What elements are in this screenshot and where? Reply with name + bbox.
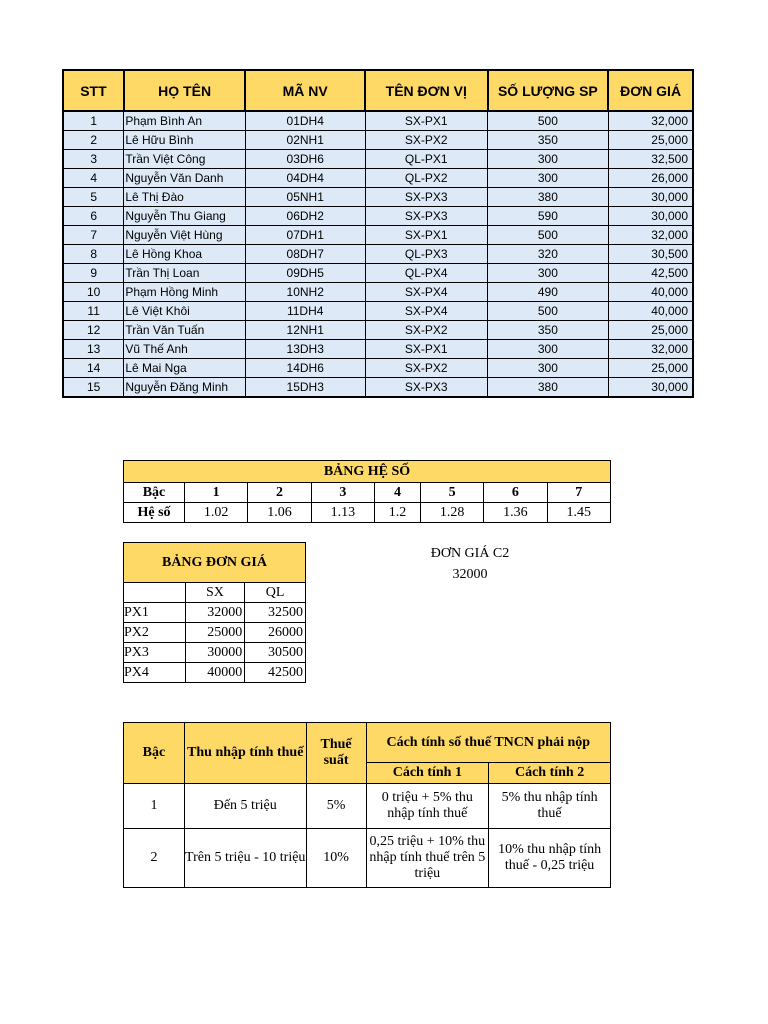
cell-stt: 8 [63,245,124,264]
header-ten-don-vi: TÊN ĐƠN VỊ [365,70,488,111]
price-row-label: PX3 [124,643,186,663]
price-row [124,603,306,623]
table-row [63,150,693,169]
price-header-ql: QL [245,583,306,603]
header-ma-nv: MÃ NV [245,70,365,111]
cell-stt: 11 [63,302,124,321]
cell-don-gia: 40,000 [608,283,693,302]
cell-so-luong-sp: 500 [488,111,609,131]
price-row [124,643,306,663]
cell-don-gia: 25,000 [608,321,693,340]
tax-cell: Đến 5 triệu [184,784,306,829]
cell-ma-nv: 11DH4 [245,302,365,321]
coefficient-table-title: BẢNG HỆ SỐ [124,461,611,483]
cell-ten-don-vi: SX-PX1 [365,111,488,131]
price-ql: 32500 [245,603,306,623]
cell-stt: 10 [63,283,124,302]
cell-don-gia: 30,000 [608,188,693,207]
price-sx: 40000 [185,663,245,683]
level-cell: 6 [484,483,547,503]
price-sx: 25000 [185,623,245,643]
table-row [63,188,693,207]
cell-ho-ten: Lê Mai Nga [124,359,246,378]
price-header-sx: SX [185,583,245,603]
cell-ho-ten: Nguyễn Thu Giang [124,207,246,226]
cell-don-gia: 42,500 [608,264,693,283]
price-row-label: PX1 [124,603,186,623]
cell-ho-ten: Nguyễn Văn Danh [124,169,246,188]
price-ql: 26000 [245,623,306,643]
header-ho-ten: HỌ TÊN [124,70,246,111]
level-cell: 5 [420,483,483,503]
table-row [63,302,693,321]
cell-stt: 12 [63,321,124,340]
coefficient-cell: 1.36 [484,503,547,523]
cell-so-luong-sp: 300 [488,264,609,283]
price-table-header-row [124,583,306,603]
level-cell: 3 [311,483,374,503]
coefficient-label: Hệ số [124,503,185,523]
coefficient-cell: 1.28 [420,503,483,523]
price-row [124,623,306,643]
cell-ten-don-vi: QL-PX3 [365,245,488,264]
price-row [124,663,306,683]
cell-ma-nv: 05NH1 [245,188,365,207]
tax-cell: 10% [306,829,366,888]
cell-don-gia: 25,000 [608,131,693,150]
cell-stt: 13 [63,340,124,359]
cell-ho-ten: Phạm Bình An [124,111,246,131]
cell-don-gia: 40,000 [608,302,693,321]
table-row [63,283,693,302]
table-row [63,378,693,398]
cell-ten-don-vi: SX-PX2 [365,359,488,378]
level-cell: 4 [374,483,420,503]
cell-ten-don-vi: SX-PX4 [365,302,488,321]
price-sx: 30000 [185,643,245,663]
table-row [63,226,693,245]
cell-ho-ten: Vũ Thế Anh [124,340,246,359]
coefficient-cell: 1.06 [248,503,311,523]
cell-ma-nv: 08DH7 [245,245,365,264]
price-ql: 42500 [245,663,306,683]
table-row [63,169,693,188]
tax-header-method-1: Cách tính 1 [366,763,489,784]
cell-so-luong-sp: 320 [488,245,609,264]
level-cell: 7 [547,483,610,503]
tax-cell: 1 [124,784,185,829]
cell-so-luong-sp: 380 [488,378,609,398]
price-ql: 30500 [245,643,306,663]
cell-ma-nv: 13DH3 [245,340,365,359]
unit-price-c2-value: 32000 [452,567,488,582]
cell-ma-nv: 01DH4 [245,111,365,131]
cell-ten-don-vi: SX-PX1 [365,226,488,245]
cell-ten-don-vi: SX-PX4 [365,283,488,302]
price-table-title: BẢNG ĐƠN GIÁ [124,543,306,583]
tax-header-income: Thu nhập tính thuế [184,723,306,784]
price-row-label: PX2 [124,623,186,643]
tax-cell: 2 [124,829,185,888]
cell-ten-don-vi: SX-PX3 [365,378,488,398]
cell-so-luong-sp: 380 [488,188,609,207]
cell-stt: 3 [63,150,124,169]
employee-table-header [63,70,693,111]
table-row [63,207,693,226]
cell-ho-ten: Lê Hữu Bình [124,131,246,150]
cell-stt: 6 [63,207,124,226]
cell-stt: 9 [63,264,124,283]
table-row [63,321,693,340]
cell-ten-don-vi: SX-PX3 [365,207,488,226]
cell-ten-don-vi: SX-PX2 [365,131,488,150]
cell-ho-ten: Phạm Hồng Minh [124,283,246,302]
cell-ten-don-vi: SX-PX2 [365,321,488,340]
cell-ho-ten: Nguyễn Việt Hùng [124,226,246,245]
tax-header-method-2: Cách tính 2 [489,763,611,784]
header-stt: STT [63,70,124,111]
cell-stt: 7 [63,226,124,245]
cell-stt: 14 [63,359,124,378]
tax-cell: 10% thu nhập tính thuế - 0,25 triệu [489,829,611,888]
cell-ma-nv: 15DH3 [245,378,365,398]
cell-so-luong-sp: 490 [488,283,609,302]
coefficient-table [123,460,611,523]
cell-don-gia: 32,000 [608,226,693,245]
cell-ten-don-vi: QL-PX4 [365,264,488,283]
cell-ma-nv: 03DH6 [245,150,365,169]
cell-stt: 5 [63,188,124,207]
cell-don-gia: 30,000 [608,207,693,226]
cell-ma-nv: 14DH6 [245,359,365,378]
cell-ten-don-vi: QL-PX1 [365,150,488,169]
cell-ma-nv: 12NH1 [245,321,365,340]
cell-ma-nv: 10NH2 [245,283,365,302]
coefficient-cell: 1.2 [374,503,420,523]
tax-header-method: Cách tính số thuế TNCN phải nộp [366,723,611,763]
cell-ten-don-vi: SX-PX1 [365,340,488,359]
cell-stt: 15 [63,378,124,398]
cell-don-gia: 25,000 [608,359,693,378]
table-row [63,131,693,150]
price-table-corner [124,583,186,603]
cell-so-luong-sp: 300 [488,169,609,188]
cell-so-luong-sp: 350 [488,131,609,150]
cell-so-luong-sp: 500 [488,302,609,321]
cell-ma-nv: 09DH5 [245,264,365,283]
cell-ma-nv: 04DH4 [245,169,365,188]
tax-table [123,722,611,888]
coefficient-level-row [124,483,611,503]
cell-so-luong-sp: 350 [488,321,609,340]
level-label: Bậc [124,483,185,503]
tax-cell: Trên 5 triệu - 10 triệu [184,829,306,888]
price-row-label: PX4 [124,663,186,683]
coefficient-cell: 1.13 [311,503,374,523]
employee-table [62,69,694,398]
tax-header-row [124,723,611,763]
level-cell: 2 [248,483,311,503]
cell-ho-ten: Lê Việt Khôi [124,302,246,321]
cell-ho-ten: Nguyễn Đăng Minh [124,378,246,398]
coefficient-value-row [124,503,611,523]
cell-stt: 4 [63,169,124,188]
cell-ten-don-vi: QL-PX2 [365,169,488,188]
coefficient-cell: 1.02 [185,503,248,523]
level-cell: 1 [185,483,248,503]
cell-don-gia: 26,000 [608,169,693,188]
tax-row [124,784,611,829]
table-row [63,359,693,378]
cell-stt: 2 [63,131,124,150]
cell-don-gia: 32,000 [608,340,693,359]
price-sx: 32000 [185,603,245,623]
unit-price-c2 [400,543,540,585]
cell-ho-ten: Lê Hồng Khoa [124,245,246,264]
cell-so-luong-sp: 300 [488,150,609,169]
header-don-gia: ĐƠN GIÁ [608,70,693,111]
price-table [123,542,306,683]
table-row [63,264,693,283]
header-so-luong-sp: SỐ LƯỢNG SP [488,70,609,111]
cell-don-gia: 32,000 [608,111,693,131]
cell-ma-nv: 06DH2 [245,207,365,226]
cell-ho-ten: Lê Thị Đào [124,188,246,207]
tax-header-rate: Thuế suất [306,723,366,784]
cell-ho-ten: Trần Việt Công [124,150,246,169]
cell-don-gia: 30,500 [608,245,693,264]
tax-cell: 5% [306,784,366,829]
cell-ho-ten: Trần Văn Tuấn [124,321,246,340]
table-row [63,245,693,264]
cell-stt: 1 [63,111,124,131]
table-row [63,111,693,131]
tax-header-bac: Bậc [124,723,185,784]
cell-so-luong-sp: 300 [488,359,609,378]
cell-ma-nv: 02NH1 [245,131,365,150]
cell-don-gia: 32,500 [608,150,693,169]
unit-price-c2-label: ĐƠN GIÁ C2 [430,546,510,561]
cell-so-luong-sp: 590 [488,207,609,226]
tax-cell: 5% thu nhập tính thuế [489,784,611,829]
table-row [63,340,693,359]
cell-ten-don-vi: SX-PX3 [365,188,488,207]
coefficient-cell: 1.45 [547,503,610,523]
cell-so-luong-sp: 300 [488,340,609,359]
tax-row [124,829,611,888]
cell-ho-ten: Trần Thị Loan [124,264,246,283]
cell-ma-nv: 07DH1 [245,226,365,245]
tax-cell: 0 triệu + 5% thu nhập tính thuế [366,784,489,829]
cell-so-luong-sp: 500 [488,226,609,245]
cell-don-gia: 30,000 [608,378,693,398]
tax-cell: 0,25 triệu + 10% thu nhập tính thuế trên 5 triệu [366,829,489,888]
